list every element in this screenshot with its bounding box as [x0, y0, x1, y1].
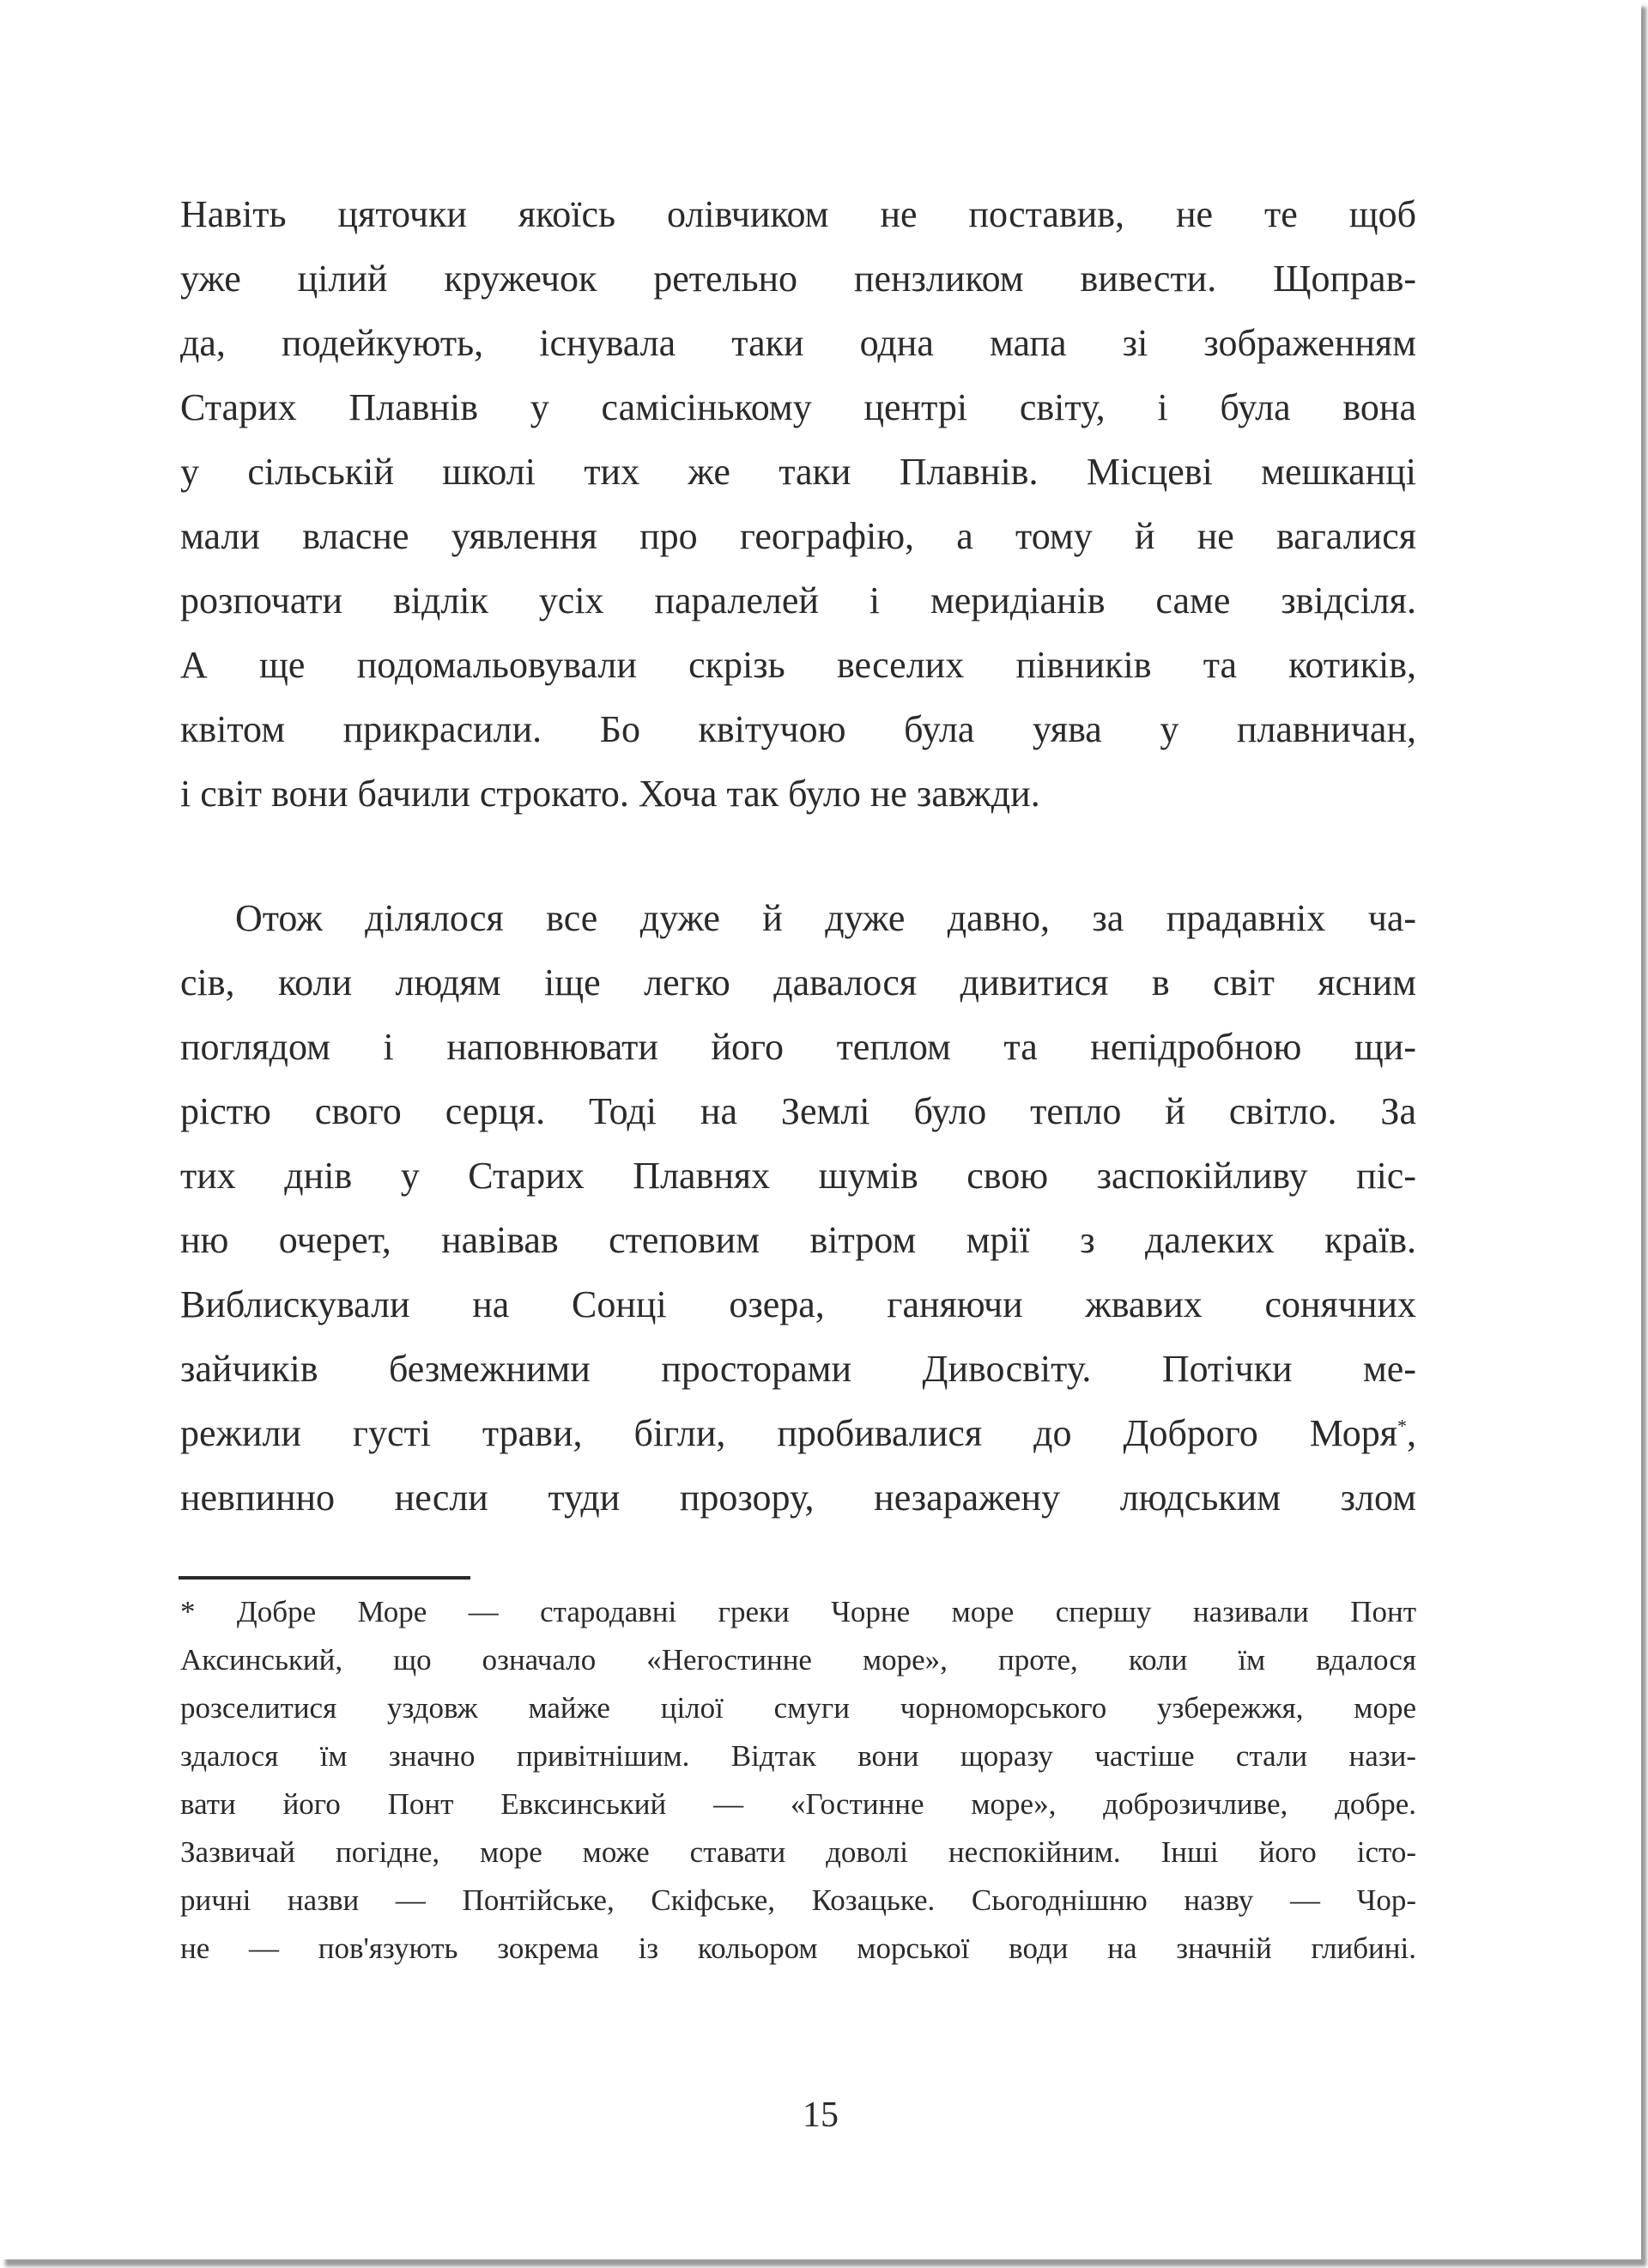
- text-line: режили густі трави, бігли, пробивалися до Доброго Моря: [180, 1412, 1397, 1454]
- text-line: А ще подомальовували скрізь веселих півників та котиків,: [180, 644, 1416, 686]
- text-line: квітом прикрасили. Бо квітучою була уява у плавничан,: [180, 708, 1416, 750]
- footnote-line: Зазвичай погідне, море може ставати доволі неспокійним. Інші його істо-: [180, 1835, 1416, 1869]
- text-line: да, подейкують, існувала таки одна мапа зі зображенням: [180, 322, 1416, 364]
- footnote-line: здалося їм значно привітнішим. Відтак вони щоразу частіше стали нази-: [180, 1739, 1416, 1773]
- text-line: тих днів у Старих Плавнях шумів свою заспокійливу піс-: [180, 1155, 1416, 1197]
- footnote: [180, 1588, 1416, 1973]
- footnote-line: розселитися уздовж майже цілої смуги чорноморського узбережжя, море: [180, 1691, 1416, 1725]
- footnote-line: не — пов'язують зокрема із кольором морської води на значній глибині.: [180, 1931, 1416, 1965]
- text-line: невпинно несли туди прозору, незаражену людським злом: [180, 1477, 1416, 1519]
- footnote-divider: [179, 1576, 470, 1580]
- text-line: ню очерет, навівав степовим вітром мрії з далеких країв.: [180, 1219, 1416, 1261]
- page-number: 15: [803, 2095, 839, 2135]
- text-line: розпочати відлік усіх паралелей і меридіанів саме звідсіля.: [180, 579, 1416, 622]
- text-line: поглядом і наповнювати його теплом та непідробною щи-: [180, 1026, 1416, 1068]
- text-line: рістю свого серця. Тоді на Землі було тепло й світло. За: [180, 1090, 1416, 1132]
- text-line: уже цілий кружечок ретельно пензликом вивести. Щоправ-: [180, 258, 1416, 300]
- text-line-with-footnote-ref: режили густі трави, бігли, пробивалися до Доброго Моря*,: [180, 1412, 1416, 1454]
- text-line: сів, коли людям іще легко давалося дивитися в світ ясним: [180, 961, 1416, 1004]
- footnote-line: Аксинський, що означало «Негостинне море», проте, коли їм вдалося: [180, 1643, 1416, 1677]
- footnote-reference[interactable]: *: [1397, 1415, 1407, 1437]
- text-line: Старих Плавнів у самісінькому центрі світу, і була вона: [180, 386, 1416, 428]
- text-line: Навіть цяточки якоїсь олівчиком не поставив, не те щоб: [180, 193, 1416, 235]
- text-line: Отож ділялося все дуже й дуже давно, за прадавніх ча-: [235, 897, 1416, 939]
- text-line: мали власне уявлення про географію, а тому й не вагалися: [180, 515, 1416, 557]
- text-line: і світ вони бачили строкато. Хоча так було не завжди.: [180, 773, 1040, 815]
- paragraph-2: [180, 886, 1416, 1530]
- paragraph-1: [180, 182, 1416, 826]
- footnote-line: * Добре Море — стародавні греки Чорне море спершу називали Понт: [180, 1595, 1416, 1628]
- footnote-line: ричні назви — Понтійське, Скіфське, Козацьке. Сьогоднішню назву — Чор-: [180, 1883, 1416, 1917]
- text-line: у сільській школі тих же таки Плавнів. Місцеві мешканці: [180, 451, 1416, 493]
- text-line: зайчиків безмежними просторами Дивосвіту. Потічки ме-: [180, 1348, 1416, 1390]
- text-line: Виблискували на Сонці озера, ганяючи жвавих сонячних: [180, 1283, 1416, 1325]
- footnote-line: вати його Понт Евксинський — «Гостинне море», доброзичливе, добре.: [180, 1787, 1416, 1821]
